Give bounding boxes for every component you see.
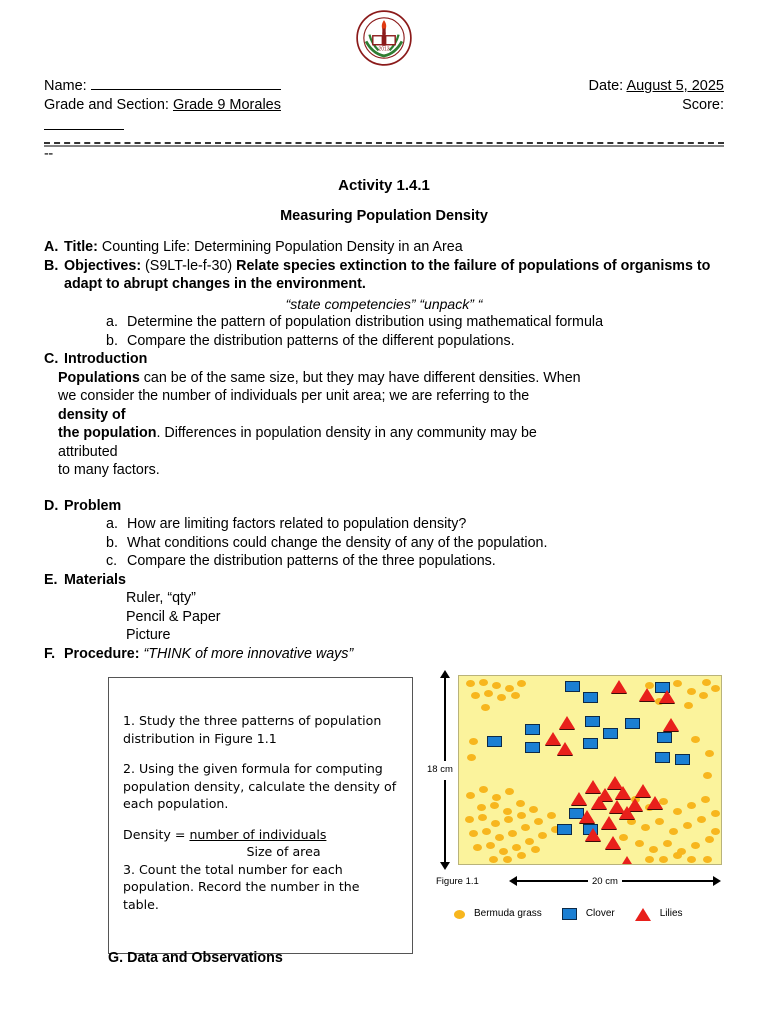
introduction-line-4-rest: . Differences in population density in any community may be: [156, 425, 537, 441]
legend-item-bermuda-grass: [454, 905, 542, 924]
bermuda-grass-marker: [711, 685, 720, 692]
section-objectives: [44, 257, 724, 294]
bermuda-grass-marker: [495, 834, 504, 841]
bermuda-grass-marker: [529, 806, 538, 813]
procedure-step-2: 2. Using the given formula for computing population density, calculate the density of each population.: [123, 761, 397, 811]
score-input-blank[interactable]: [44, 116, 124, 130]
bermuda-grass-marker: [481, 704, 490, 711]
worksheet-body: [44, 238, 724, 971]
bermuda-grass-marker: [684, 702, 693, 709]
lilies-marker: [571, 792, 587, 805]
bermuda-grass-marker: [512, 844, 521, 851]
red-triangle-icon: [635, 908, 651, 921]
figure-legend: [454, 905, 734, 924]
lilies-marker: [619, 806, 635, 819]
legend-label: Lilies: [659, 908, 683, 919]
bermuda-grass-marker: [683, 822, 692, 829]
grade-value[interactable]: Grade 9 Morales: [172, 97, 281, 113]
bermuda-grass-marker: [503, 856, 512, 863]
bermuda-grass-marker: [538, 832, 547, 839]
materials-heading-label: Materials: [64, 571, 126, 588]
section-procedure-letter: F.: [44, 645, 56, 662]
lilies-marker: [659, 690, 675, 703]
bermuda-grass-marker: [517, 852, 526, 859]
list-item-marker: a.: [106, 516, 118, 532]
clover-marker: [583, 692, 598, 703]
bermuda-grass-marker: [525, 838, 534, 845]
lilies-marker: [647, 796, 663, 809]
section-problem-heading: [64, 497, 724, 516]
bermuda-grass-marker: [469, 830, 478, 837]
blue-square-icon: [562, 908, 577, 920]
list-item: [106, 313, 724, 332]
school-seal-svg: [356, 10, 412, 66]
procedure-figure-row: [44, 671, 724, 971]
section-title: [44, 238, 724, 257]
bermuda-grass-marker: [521, 824, 530, 831]
problem-heading-label: Problem: [64, 497, 122, 514]
list-item-label: Compare the distribution patterns of the three populations.: [127, 553, 496, 569]
bermuda-grass-marker: [466, 680, 475, 687]
procedure-label: Procedure:: [64, 645, 140, 662]
figure-width-label: 20 cm: [588, 873, 622, 892]
list-item-marker: b.: [106, 332, 118, 349]
score-blank-row: [44, 116, 724, 136]
introduction-line-3: [58, 406, 724, 425]
introduction-line-6: to many factors.: [58, 462, 160, 478]
section-title-label: Title:: [64, 239, 98, 255]
spacer: [44, 480, 724, 497]
procedure-note: “THINK of more innovative ways”: [143, 645, 354, 662]
yellow-circle-icon: [454, 910, 465, 919]
bermuda-grass-marker: [691, 736, 700, 743]
bermuda-grass-marker: [703, 772, 712, 779]
section-introduction: [44, 350, 724, 369]
density-denominator: Size of area: [246, 844, 321, 859]
bermuda-grass-marker: [505, 685, 514, 692]
legend-item-lilies: [635, 905, 683, 924]
lilies-marker: [591, 796, 607, 809]
bermuda-grass-marker: [697, 816, 706, 823]
introduction-density-bold: density of: [58, 406, 126, 423]
bermuda-grass-marker: [701, 796, 710, 803]
bermuda-grass-marker: [669, 828, 678, 835]
score-label: Score:: [682, 97, 724, 113]
bermuda-grass-marker: [491, 820, 500, 827]
bermuda-grass-marker: [673, 852, 682, 859]
lilies-marker: [605, 836, 621, 849]
bermuda-grass-marker: [471, 692, 480, 699]
list-item-marker: a.: [106, 314, 118, 330]
list-item: [106, 552, 724, 571]
list-item-label: Determine the pattern of population distribution using mathematical formula: [127, 314, 604, 330]
bermuda-grass-marker: [503, 808, 512, 815]
objectives-list: [106, 313, 724, 350]
bermuda-grass-marker: [467, 754, 476, 761]
separator-tail: --: [44, 146, 53, 162]
activity-title: Activity 1.4.1: [338, 177, 430, 194]
bermuda-grass-marker: [477, 804, 486, 811]
bermuda-grass-marker: [479, 679, 488, 686]
grade-field-group: [44, 96, 281, 115]
bermuda-grass-marker: [478, 814, 487, 821]
density-numerator: number of individuals: [189, 826, 327, 842]
clover-marker: [525, 742, 540, 753]
legend-label: Bermuda grass: [474, 908, 542, 919]
lilies-marker: [611, 680, 627, 693]
bermuda-grass-marker: [469, 738, 478, 745]
school-seal-icon: [356, 10, 412, 66]
section-data-observations: [44, 950, 724, 966]
clover-marker: [603, 728, 618, 739]
materials-list: [126, 589, 724, 645]
figure-caption: Figure 1.1: [436, 876, 479, 887]
density-formula: [123, 826, 398, 844]
bermuda-grass-marker: [504, 816, 513, 823]
introduction-heading-label: Introduction: [64, 351, 148, 367]
bermuda-grass-marker: [691, 842, 700, 849]
bermuda-grass-marker: [702, 679, 711, 686]
introduction-line-2: we consider the number of individuals per unit area; we are referring to the: [58, 388, 530, 404]
grade-label: Grade and Section:: [44, 97, 169, 113]
clover-marker: [675, 754, 690, 765]
bermuda-grass-marker: [627, 818, 636, 825]
list-item-label: How are limiting factors related to population density?: [127, 516, 467, 532]
section-title-text: Counting Life: Determining Population Density in an Area: [97, 239, 463, 255]
bermuda-grass-marker: [703, 856, 712, 863]
bermuda-grass-marker: [673, 680, 682, 687]
introduction-population-bold: the population: [58, 425, 157, 441]
bermuda-grass-marker: [492, 682, 501, 689]
clover-marker: [525, 724, 540, 735]
name-date-row: [44, 76, 724, 96]
section-data-heading: Data and Observations: [127, 950, 283, 966]
legend-item-clover: [562, 905, 615, 924]
problem-list: [106, 515, 724, 571]
bermuda-grass-marker: [711, 828, 720, 835]
activity-subtitle: Measuring Population Density: [280, 208, 488, 224]
section-problem-letter: D.: [44, 497, 59, 514]
list-item: Picture: [126, 627, 171, 643]
bermuda-grass-marker: [659, 856, 668, 863]
bermuda-grass-marker: [484, 690, 493, 697]
bermuda-grass-marker: [517, 812, 526, 819]
bermuda-grass-marker: [534, 818, 543, 825]
list-item: Pencil & Paper: [126, 608, 221, 625]
section-materials: [44, 571, 724, 590]
bermuda-grass-marker: [547, 812, 556, 819]
bermuda-grass-marker: [508, 830, 517, 837]
section-title-body: [64, 238, 724, 257]
clover-marker: [565, 681, 580, 692]
population-distribution-figure: [427, 671, 735, 941]
clover-marker: [487, 736, 502, 747]
bermuda-grass-marker: [649, 846, 658, 853]
legend-label: Clover: [585, 908, 615, 919]
objectives-note: “state competencies” “unpack” “: [285, 295, 483, 312]
grade-score-row: [44, 96, 724, 115]
clover-marker: [583, 738, 598, 749]
objectives-competency: Relate species extinction to the failure of populations of organisms to adapt to abrupt changes in the environment.: [64, 257, 711, 292]
clover-marker: [557, 824, 572, 835]
bermuda-grass-marker: [479, 786, 488, 793]
introduction-line-1: [58, 369, 724, 388]
bermuda-grass-marker: [711, 810, 720, 817]
section-data-letter: G.: [108, 950, 124, 966]
section-objectives-body: [64, 257, 724, 294]
list-item-marker: c.: [106, 553, 118, 569]
bermuda-grass-marker: [486, 842, 495, 849]
section-objectives-letter: B.: [44, 257, 59, 274]
section-procedure-heading: [64, 645, 724, 664]
school-header: [0, 0, 768, 62]
clover-marker: [585, 716, 600, 727]
date-field-group: [589, 77, 724, 96]
name-input-blank[interactable]: [91, 76, 281, 90]
introduction-line-1-rest: can be of the same size, but they may have different densities. When: [139, 369, 581, 386]
identity-block: [44, 76, 724, 136]
bermuda-grass-marker: [673, 808, 682, 815]
clover-marker: [625, 718, 640, 729]
list-item: [106, 515, 724, 534]
lilies-marker: [601, 816, 617, 829]
lilies-marker: [559, 716, 575, 729]
bermuda-grass-marker: [645, 856, 654, 863]
section-introduction-letter: C.: [44, 351, 59, 367]
bermuda-grass-marker: [505, 788, 514, 795]
bermuda-grass-marker: [492, 794, 501, 801]
bermuda-grass-marker: [516, 800, 525, 807]
bermuda-grass-marker: [497, 694, 506, 701]
bermuda-grass-marker: [687, 802, 696, 809]
bermuda-grass-marker: [635, 840, 644, 847]
objectives-code: (S9LT-le-f-30): [141, 257, 237, 274]
density-formula-lead: Density =: [123, 826, 190, 842]
section-objectives-label: Objectives:: [64, 257, 142, 274]
bermuda-grass-marker: [705, 836, 714, 843]
list-item: Ruler, “qty”: [126, 590, 196, 606]
lilies-marker: [557, 742, 573, 755]
lilies-marker: [663, 718, 679, 731]
lilies-marker: [639, 688, 655, 701]
procedure-step-1: 1. Study the three patterns of population distribution in Figure 1.1: [123, 713, 382, 746]
bermuda-grass-marker: [466, 792, 475, 799]
bermuda-grass-marker: [517, 680, 526, 687]
list-item-label: Compare the distribution patterns of the different populations.: [127, 332, 515, 349]
bermuda-grass-marker: [687, 688, 696, 695]
bermuda-grass-marker: [490, 802, 499, 809]
figure-width-axis: [516, 876, 714, 887]
list-item: [106, 534, 724, 553]
bermuda-grass-marker: [473, 844, 482, 851]
bermuda-grass-marker: [705, 750, 714, 757]
score-field-group: [682, 96, 724, 115]
introduction-paragraph: [58, 369, 724, 480]
introduction-line-4: [58, 424, 724, 443]
name-field-group: [44, 76, 281, 96]
list-item: [106, 332, 724, 351]
lilies-marker: [579, 810, 595, 823]
section-problem: [44, 497, 724, 516]
procedure-step-3: 3. Count the total number for each population. Record the number in the table.: [123, 861, 360, 912]
figure-height-label: 18 cm: [426, 761, 454, 780]
procedure-steps-box: [108, 677, 413, 954]
bermuda-grass-marker: [499, 848, 508, 855]
bermuda-grass-marker: [687, 856, 696, 863]
separator-dashed-line: [44, 142, 724, 144]
section-materials-heading: [64, 571, 724, 590]
list-item-marker: b.: [106, 534, 118, 551]
section-title-letter: A.: [44, 239, 59, 255]
date-value[interactable]: August 5, 2025: [626, 78, 724, 94]
name-label: Name:: [44, 78, 87, 94]
bermuda-grass-marker: [699, 692, 708, 699]
introduction-populations-bold: Populations: [58, 369, 140, 386]
bermuda-grass-marker: [641, 824, 650, 831]
bermuda-grass-marker: [489, 856, 498, 863]
bermuda-grass-marker: [655, 818, 664, 825]
bermuda-grass-marker: [531, 846, 540, 853]
bermuda-grass-marker: [511, 692, 520, 699]
clover-marker: [655, 752, 670, 763]
list-item-label: What conditions could change the density of any of the population.: [127, 534, 548, 551]
lilies-marker: [585, 828, 601, 841]
bermuda-grass-marker: [465, 816, 474, 823]
separator-solid-line: [44, 145, 724, 147]
section-introduction-heading: [64, 350, 724, 369]
svg-text:2013: 2013: [378, 46, 390, 53]
section-separator: [44, 142, 724, 160]
bermuda-grass-marker: [663, 840, 672, 847]
section-procedure: [44, 645, 724, 664]
bermuda-grass-marker: [482, 828, 491, 835]
section-materials-letter: E.: [44, 571, 58, 588]
figure-plot-area: [458, 675, 722, 865]
introduction-line-5: attributed: [58, 443, 118, 460]
clover-marker: [657, 732, 672, 743]
date-label: Date:: [588, 78, 624, 94]
lilies-marker: [619, 856, 635, 865]
